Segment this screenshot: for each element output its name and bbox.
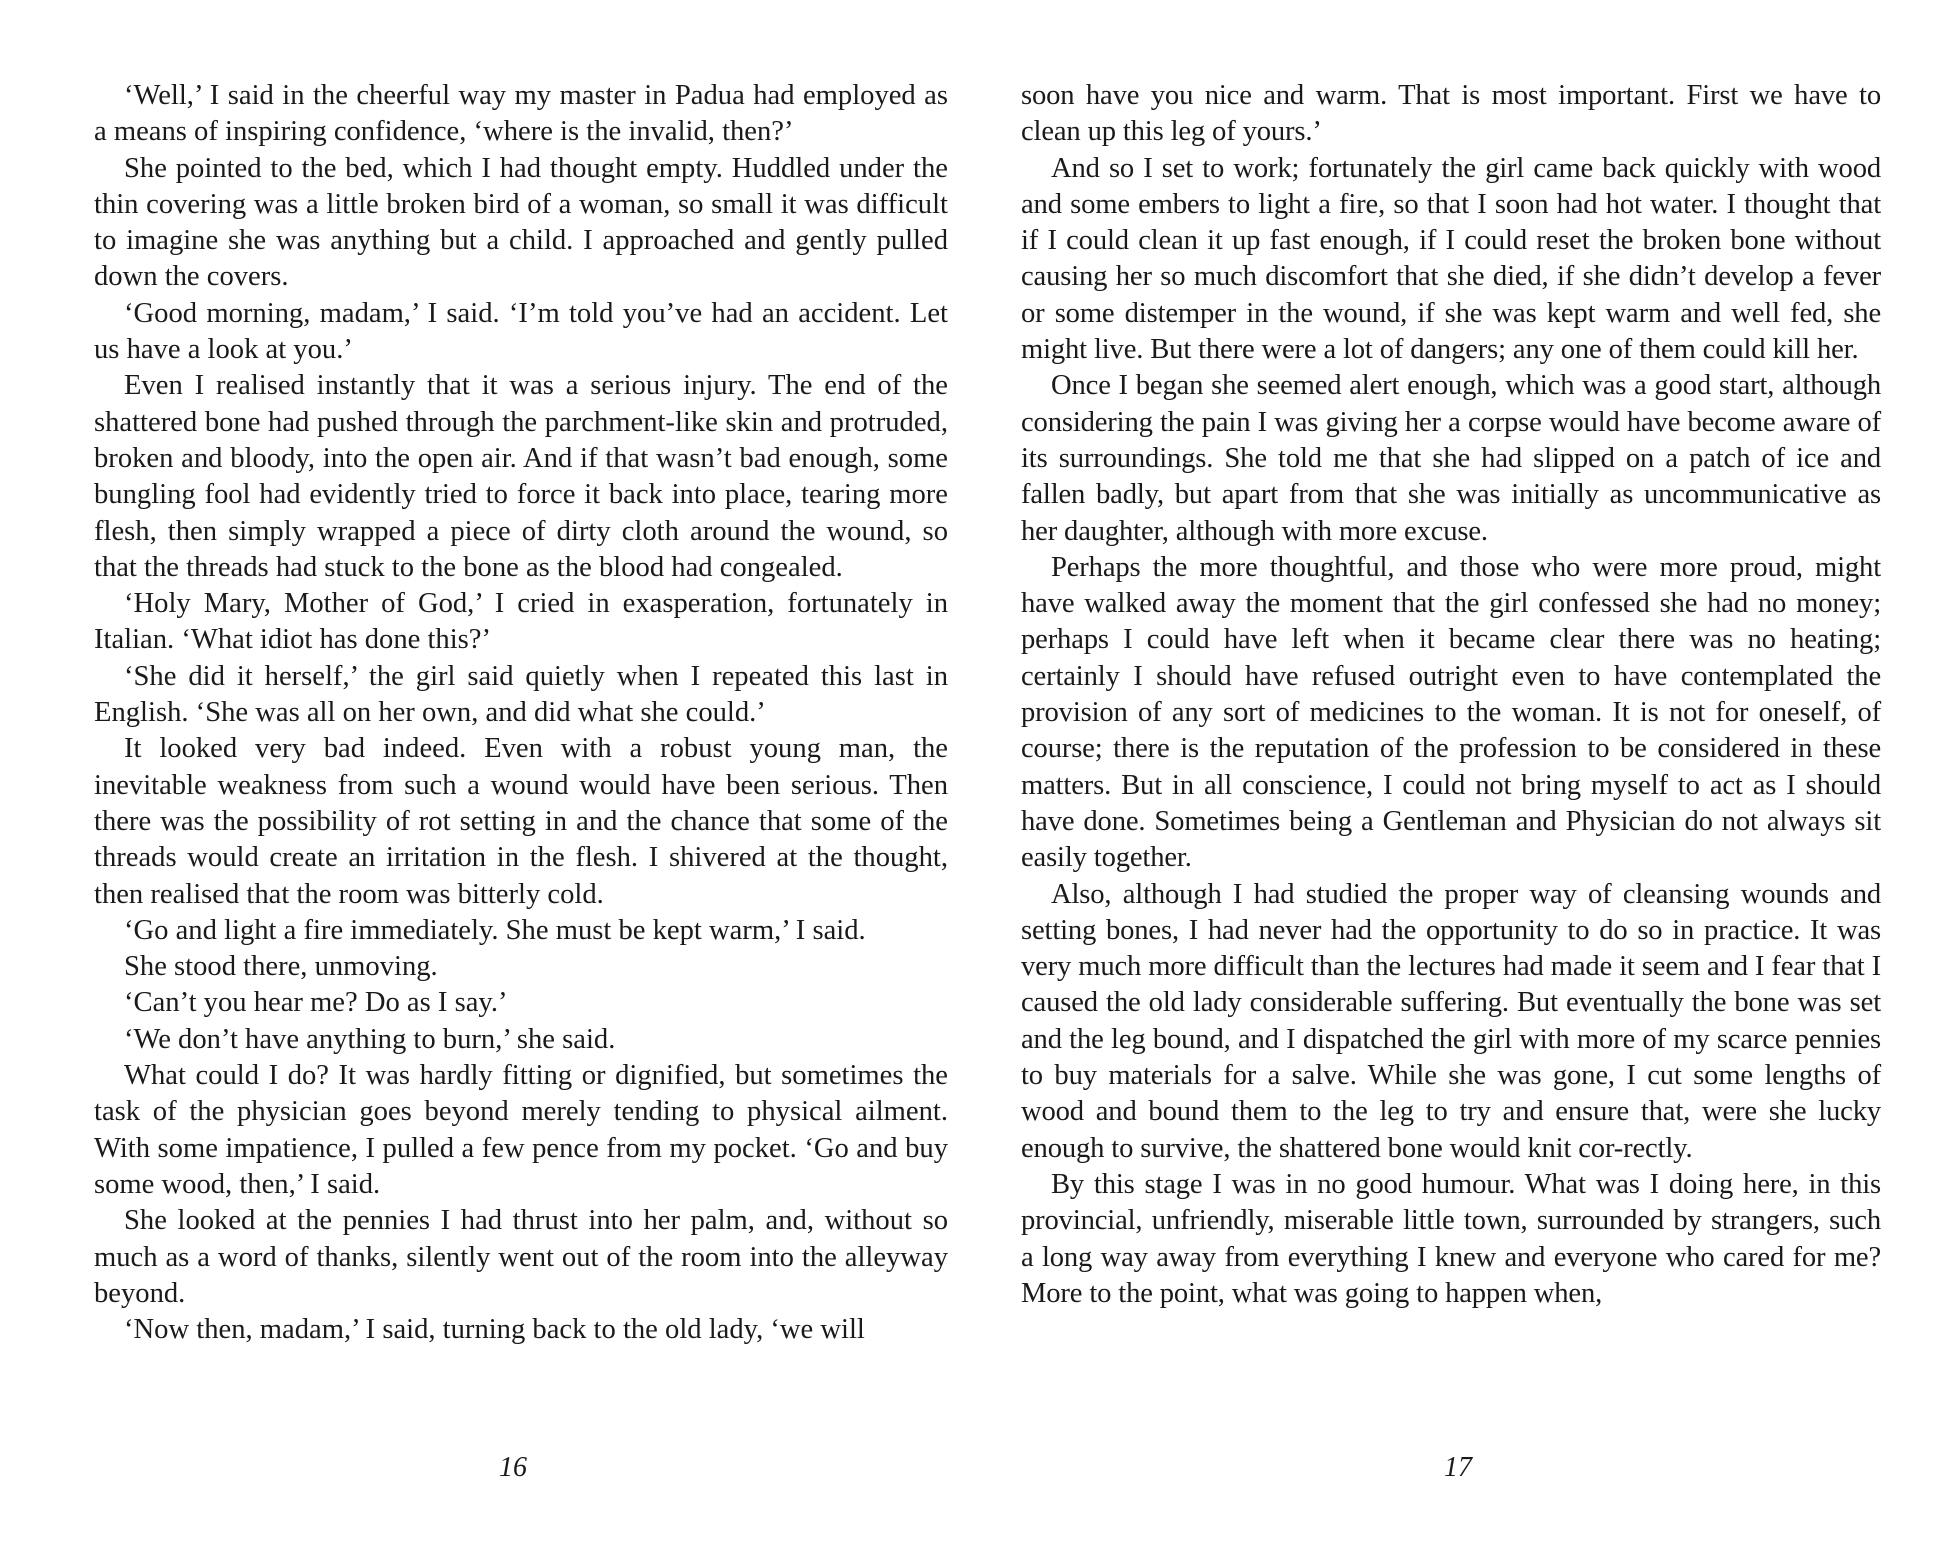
paragraph: She stood there, unmoving. [124, 951, 438, 983]
paragraph: And so I set to work; fortunately the girl came back quickly with wood and some embers to light a fire, so that I soon had hot water. I thought that if I could clean it up fast enough, if I could reset the broken bone without causing her so much discomfort that she died, if she didn’t develop a fever or some distemper in the wound, if she was kept warm and well fed, she might live. But there were a lot of dangers; any one of them could kill her. [1021, 152, 1881, 366]
paragraph: She looked at the pennies I had thrust into her palm, and, without so much as a word of thanks, silently went out of the room into the alleyway beyond. [94, 1205, 948, 1309]
page-number-left: 16 [499, 1452, 527, 1483]
paragraph: ‘She did it herself,’ the girl said quietly when I repeated this last in English. ‘She was all on her own, and did what she could.’ [94, 660, 948, 729]
right-page [1021, 78, 1881, 1312]
paragraph: What could I do? It was hardly fitting or dignified, but sometimes the task of the physician goes beyond merely tending to physical ailment. With some impatience, I pulled a few pence from my pocket. ‘Go and buy some wood, then,’ I said. [94, 1060, 948, 1200]
paragraph: ‘Holy Mary, Mother of God,’ I cried in exasperation, fortunately in Italian. ‘What idiot has done this?’ [94, 588, 948, 656]
paragraph: Also, although I had studied the proper way of cleansing wounds and setting bones, I had never had the opportunity to do so in practice. It was very much more difficult than the lectures had made it seem and I fear that I caused the old lady considerable suffering. But eventually the bone was set and the leg bound, and I dispatched the girl with more of my scarce pennies to buy materials for a salve. While she was gone, I cut some lengths of wood and bound them to the leg to try and ensure that, were she lucky enough to survive, the shattered bone would knit cor-rectly. [1021, 878, 1881, 1164]
paragraph: By this stage I was in no good humour. What was I doing here, in this provincial, unfriendly, miserable little town, surrounded by strangers, such a long way away from everything I knew and everyone who cared for me? More to the point, what was going to happen when, [1021, 1168, 1881, 1309]
paragraph: It looked very bad indeed. Even with a robust young man, the inevitable weakness from such a wound would have been serious. Then there was the possibility of rot setting in and the chance that some of the threads would create an irritation in the flesh. I shivered at the thought, then realised that the room was bitterly cold. [94, 733, 948, 910]
paragraph: ‘We don’t have anything to burn,’ she said. [124, 1023, 616, 1055]
paragraph: Perhaps the more thoughtful, and those who were more proud, might have walked away the moment that the girl confessed she had no money; perhaps I could have left when it became clear there was no heating; certainly I should have refused outright even to have contemplated the provision of any sort of medicines to the woman. It is not for oneself, of course; there is the reputation of the profession to be considered in these matters. But in all conscience, I could not bring myself to act as I should have done. Sometimes being a Gentleman and Physician do not always sit easily together. [1021, 551, 1881, 874]
paragraph: ‘Well,’ I said in the cheerful way my master in Padua had employed as a means of inspiring confidence, ‘where is the invalid, then?’ [94, 80, 948, 148]
paragraph: ‘Can’t you hear me? Do as I say.’ [124, 987, 508, 1019]
paragraph: ‘Good morning, madam,’ I said. ‘I’m told you’ve had an accident. Let us have a look at you.’ [94, 297, 948, 366]
left-page [94, 78, 948, 1348]
paragraph: Once I began she seemed alert enough, which was a good start, although considering the pain I was giving her a corpse would have become aware of its surroundings. She told me that she had slipped on a patch of ice and fallen badly, but apart from that she was initially as uncommunicative as her daughter, although with more excuse. [1021, 370, 1881, 547]
paragraph: soon have you nice and warm. That is most important. First we have to clean up this leg of yours.’ [1021, 80, 1881, 148]
paragraph: She pointed to the bed, which I had thought empty. Huddled under the thin covering was a little broken bird of a woman, so small it was difficult to imagine she was anything but a child. I approached and gently pulled down the covers. [94, 152, 948, 293]
paragraph: ‘Now then, madam,’ I said, turning back to the old lady, ‘we will [124, 1314, 865, 1346]
page-number-right: 17 [1444, 1452, 1472, 1483]
paragraph: Even I realised instantly that it was a serious injury. The end of the shattered bone had pushed through the parchment-like skin and protruded, broken and bloody, into the open air. And if that wasn’t bad enough, some bungling fool had evidently tried to force it back into place, tearing more flesh, then simply wrapped a piece of dirty cloth around the wound, so that the threads had stuck to the bone as the blood had congealed. [94, 370, 948, 583]
paragraph: ‘Go and light a fire immediately. She must be kept warm,’ I said. [124, 914, 866, 946]
